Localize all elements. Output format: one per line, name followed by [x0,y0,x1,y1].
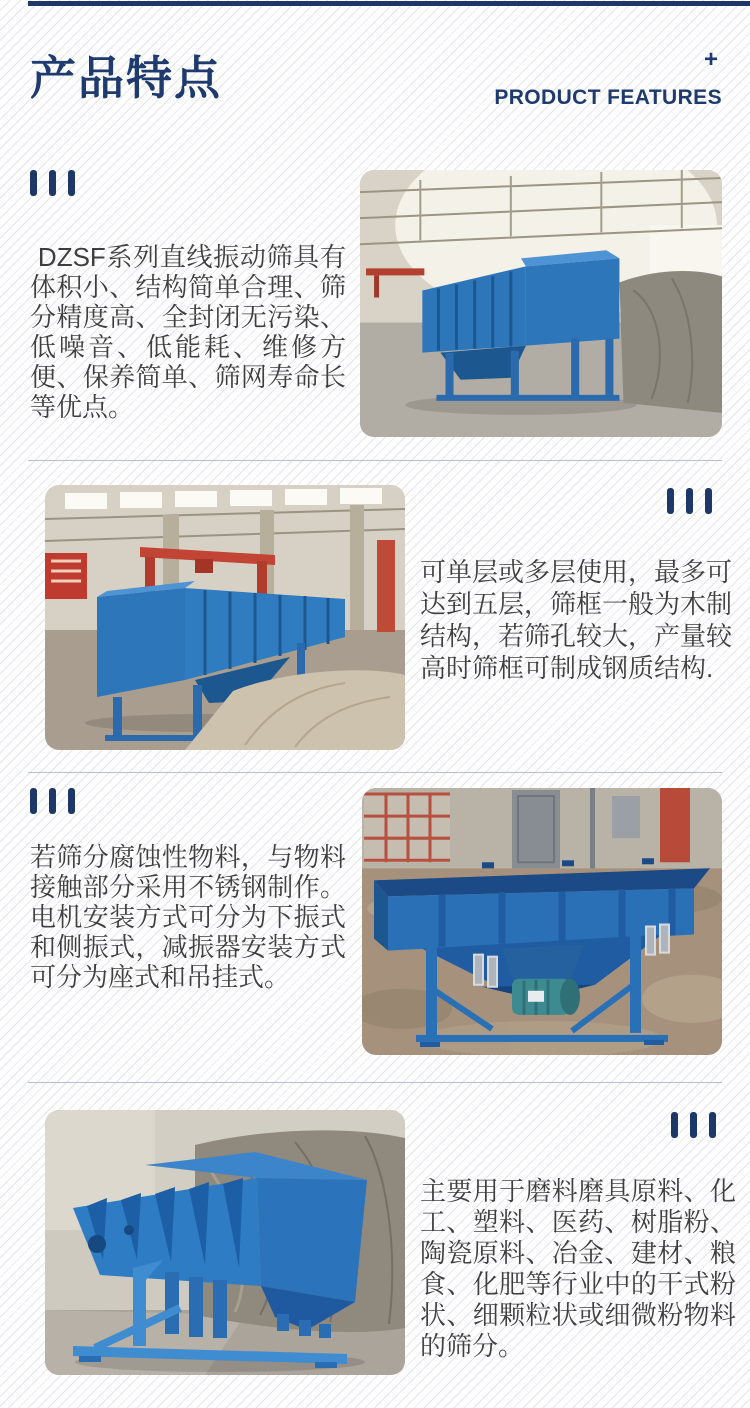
feature-text-4: 主要用于磨料磨具原料、化工、塑料、医药、树脂粉、陶瓷原料、冶金、建材、粮食、化肥等行业中的干式粉状、细颗粒状或细微粉物料的筛分。 [420,1176,736,1361]
page-subtitle: PRODUCT FEATURES [494,86,722,109]
triple-bars-icon [30,788,346,814]
feature-section-1-text [30,170,346,422]
feature-section-4-text [420,1112,736,1362]
product-photo-3 [362,788,722,1055]
page-title: 产品特点 [30,52,222,104]
feature-text-1: DZSF系列直线振动筛具有体积小、结构简单合理、筛分精度高、全封闭无污染、低噪音、低能耗、维修方便、保养简单、筛网寿命长等优点。 [30,242,346,422]
feature-section-2-text [420,488,732,684]
product-photo-4 [45,1110,405,1375]
section-divider [28,1082,722,1083]
triple-bars-icon [420,1112,736,1138]
triple-bars-icon [420,488,732,514]
top-accent-bar [28,1,750,6]
section-divider [28,772,722,773]
feature-text-3: 若筛分腐蚀性物料，与物料接触部分采用不锈钢制作。电机安装方式可分为下振式和侧振式，减振器安装方式可分为座式和吊挂式。 [30,842,346,992]
plus-icon: + [703,46,718,73]
product-photo-1 [360,170,722,437]
feature-text-2: 可单层或多层使用，最多可达到五层，筛框一般为木制结构，若筛孔较大，产量较高时筛框可制成钢质结构. [420,557,733,683]
triple-bars-icon [30,170,346,196]
product-photo-2 [45,485,405,750]
section-divider [28,460,722,461]
feature-section-3-text [30,788,346,992]
